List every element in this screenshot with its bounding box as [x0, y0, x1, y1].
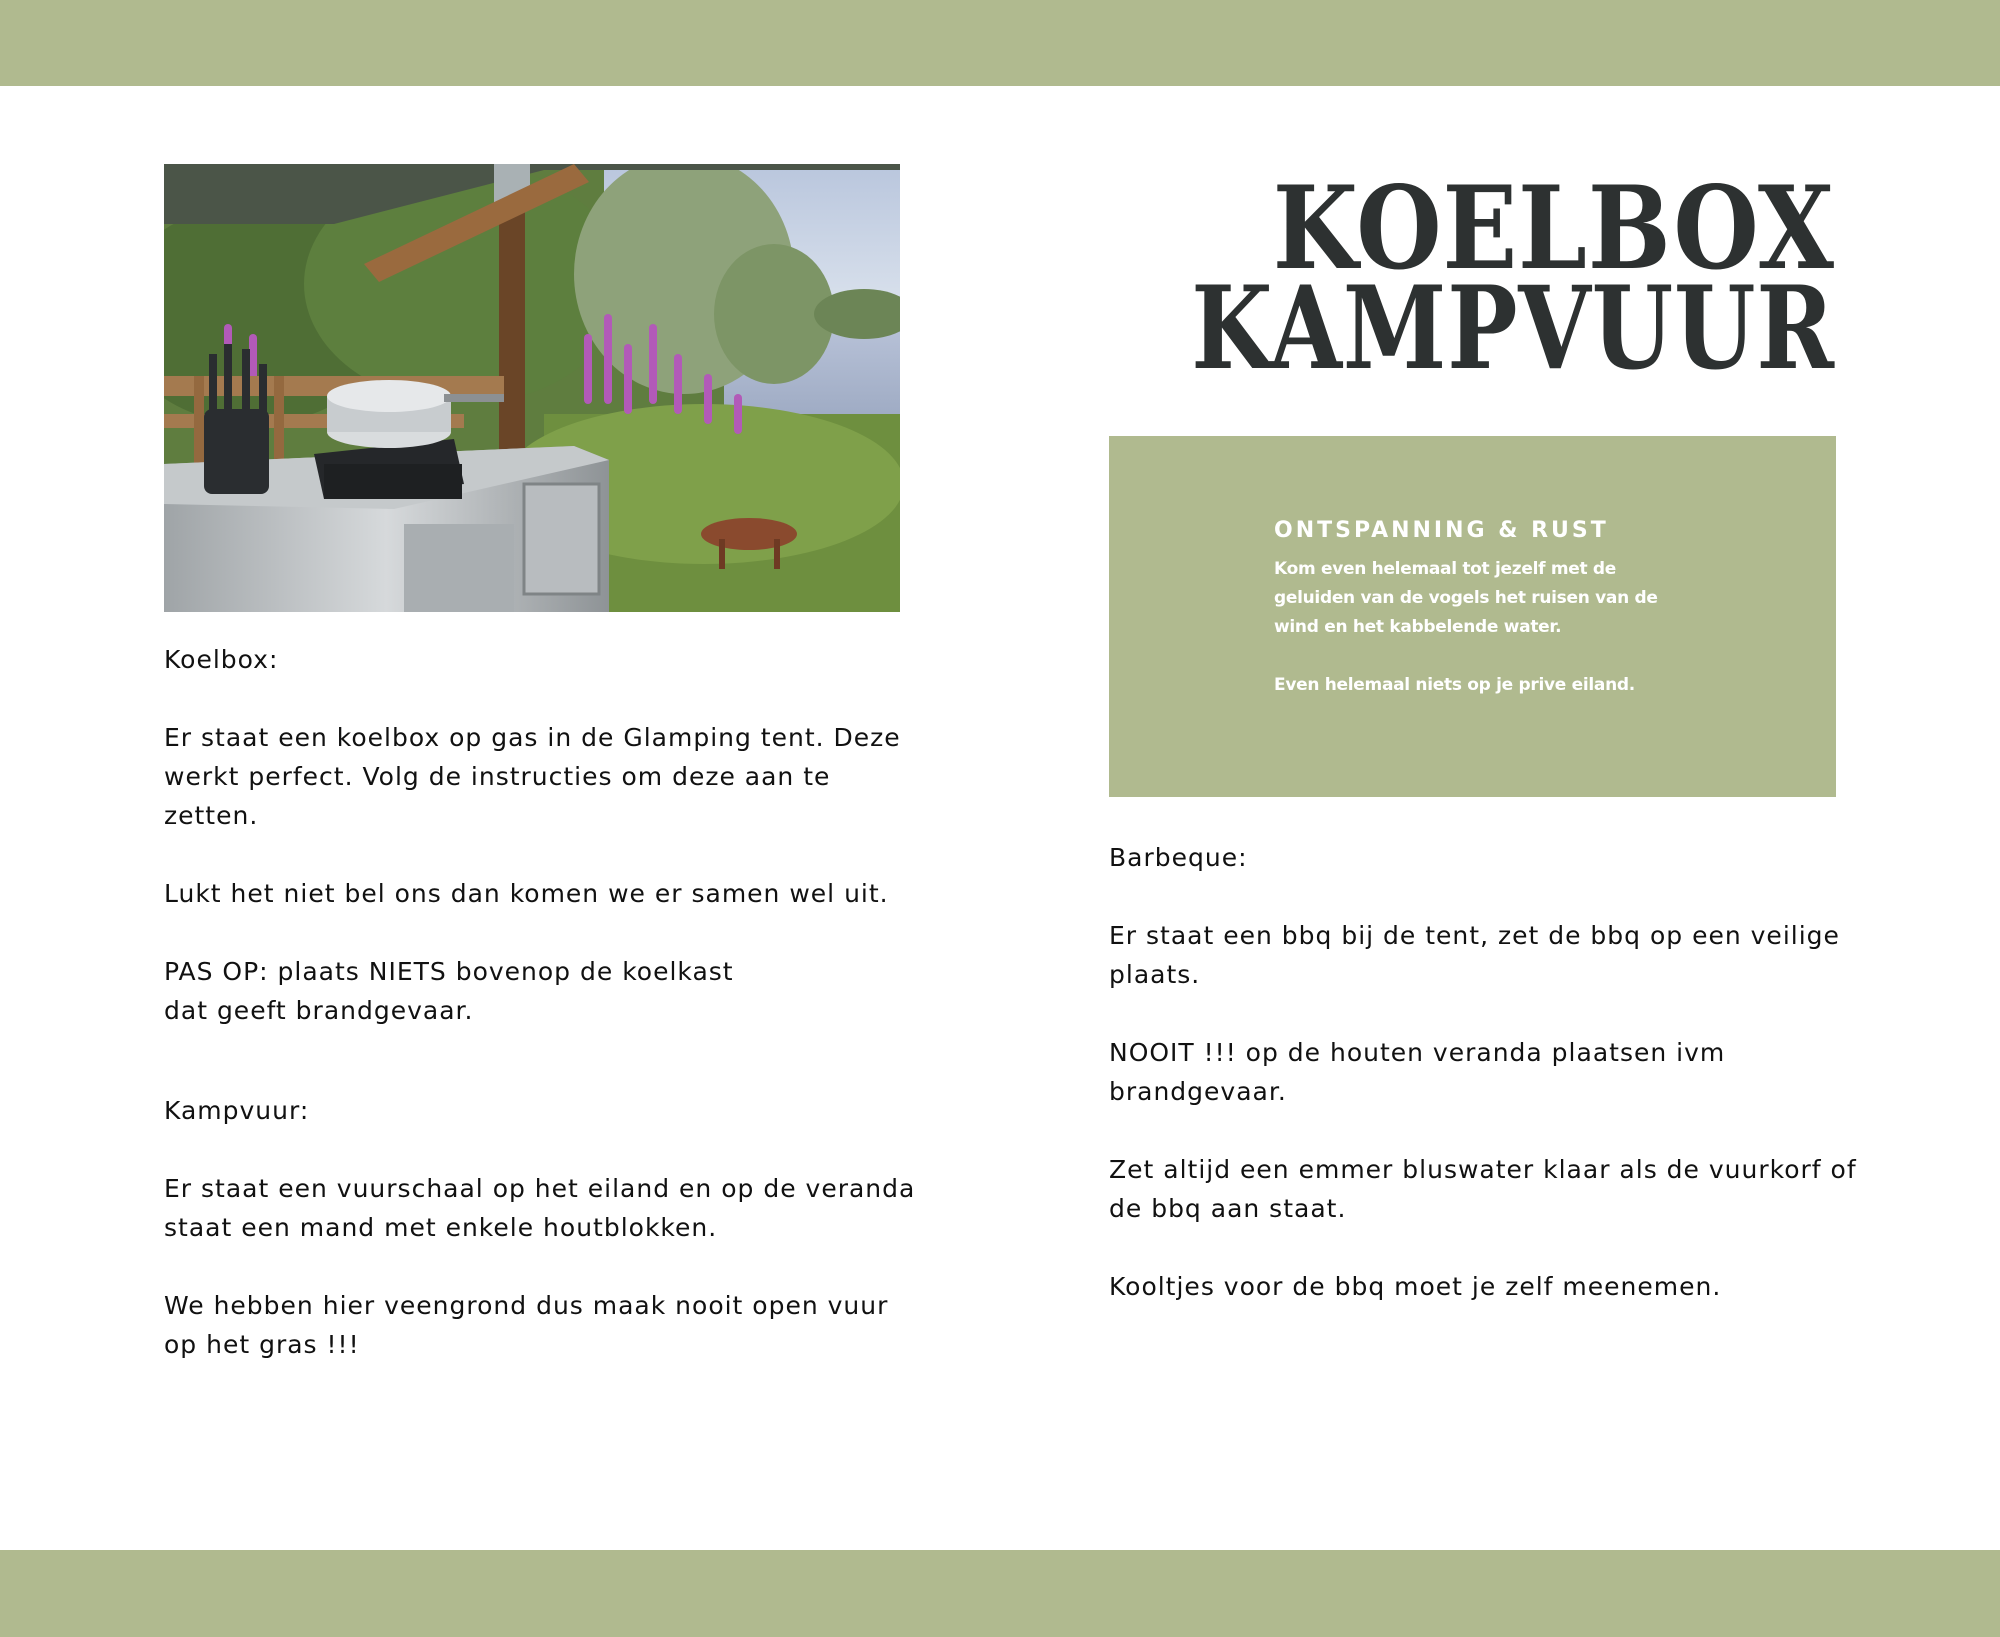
- kampvuur-paragraph-2: We hebben hier veengrond dus maak nooit open vuur op het gras !!!: [164, 1291, 889, 1359]
- koelbox-heading: Koelbox:: [164, 645, 279, 674]
- koelbox-warning-line-2: dat geeft brandgevaar.: [164, 996, 474, 1025]
- callout-box: [1109, 436, 1836, 797]
- barbeque-paragraph-2: NOOIT !!! op de houten veranda plaatsen ivm brandgevaar.: [1109, 1038, 1726, 1106]
- callout-heading: ONTSPANNING & RUST: [1274, 518, 1609, 543]
- callout-text-2: Even helemaal niets op je prive eiland.: [1274, 675, 1635, 695]
- kampvuur-section: [164, 1091, 924, 1364]
- title-line-2: KAMPVUUR: [1191, 261, 1835, 395]
- page-title: [1050, 161, 1835, 395]
- barbeque-paragraph-4: Kooltjes voor de bbq moet je zelf meenemen.: [1109, 1272, 1722, 1301]
- koelbox-paragraph-1: Er staat een koelbox op gas in de Glamping tent. Deze werkt perfect. Volg de instructies om deze aan te zetten.: [164, 723, 901, 830]
- kampvuur-paragraph-1: Er staat een vuurschaal op het eiland en op de veranda staat een mand met enkele houtblokken.: [164, 1174, 916, 1242]
- title-line-1: KOELBOX: [1272, 161, 1835, 295]
- barbeque-paragraph-1: Er staat een bbq bij de tent, zet de bbq op een veilige plaats.: [1109, 921, 1840, 989]
- barbeque-heading: Barbeque:: [1109, 843, 1248, 872]
- kitchen-photo: [164, 164, 900, 612]
- callout-text-1: Kom even helemaal tot jezelf met de geluiden van de vogels het ruisen van de wind en het kabbelende water.: [1274, 559, 1658, 637]
- koelbox-warning-line-1: PAS OP: plaats NIETS bovenop de koelkast: [164, 957, 734, 986]
- footer-band: [0, 1550, 2000, 1637]
- header-band: [0, 0, 2000, 86]
- koelbox-section: [164, 640, 924, 1030]
- kampvuur-heading: Kampvuur:: [164, 1096, 310, 1125]
- barbeque-paragraph-3: Zet altijd een emmer bluswater klaar als de vuurkorf of de bbq aan staat.: [1109, 1155, 1857, 1223]
- koelbox-paragraph-2: Lukt het niet bel ons dan komen we er samen wel uit.: [164, 879, 889, 908]
- barbeque-section: [1109, 838, 1869, 1306]
